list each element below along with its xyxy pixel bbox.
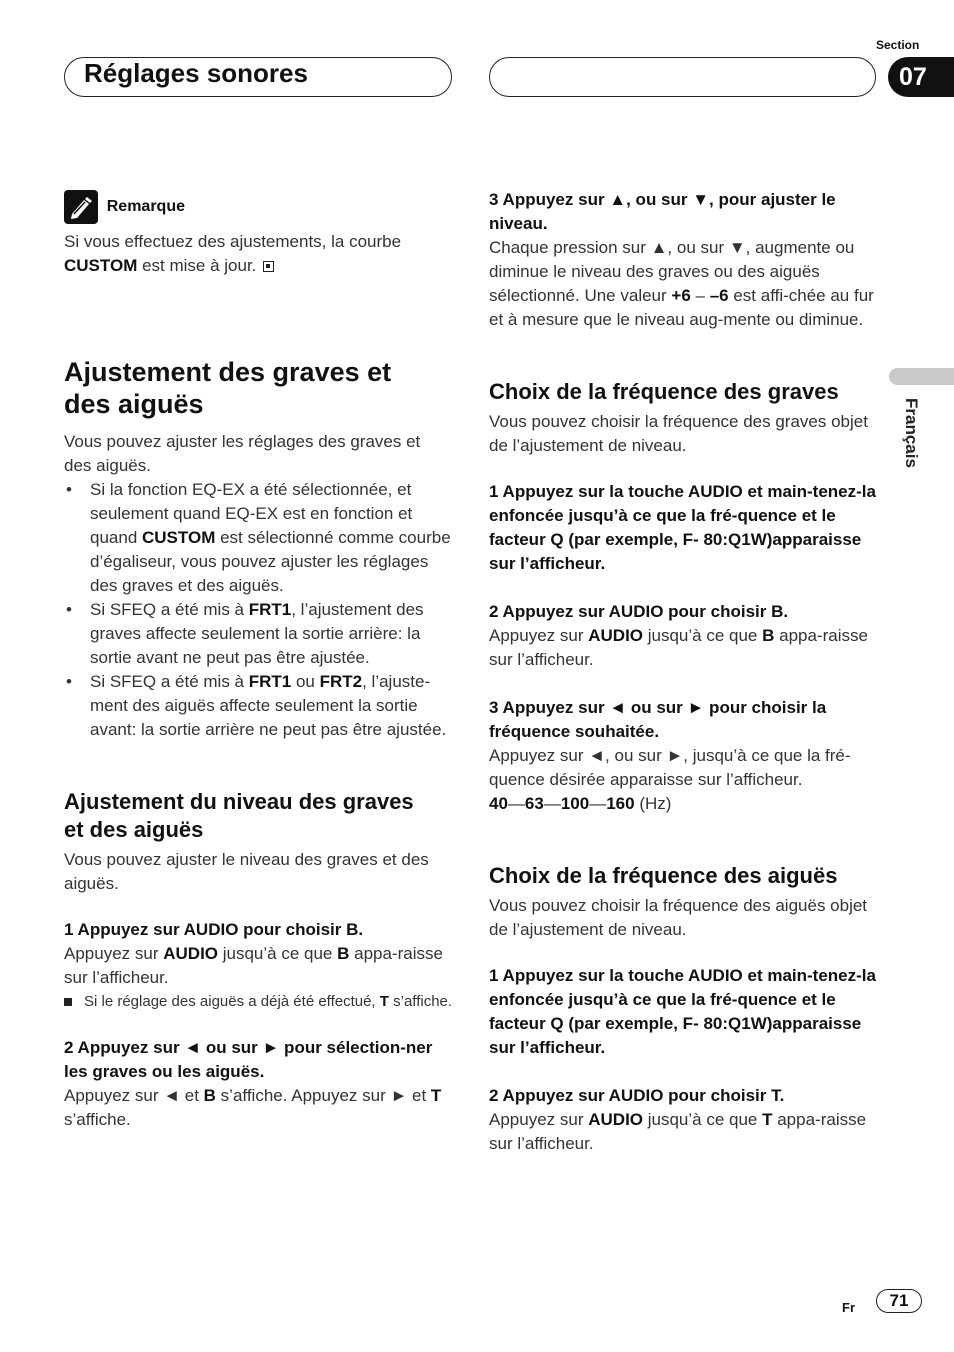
treble-step-1: 1 Appuyez sur la touche AUDIO et main-tenez-la enfoncée jusqu’à ce que la fré-quence et le facteur Q (par exemple, F- 80:Q1W)apparaisse sur l’afficheur.	[489, 966, 876, 1057]
bullet-list	[64, 478, 454, 742]
page-number: 71	[876, 1289, 922, 1313]
section-number: 07	[888, 57, 954, 97]
note-heading	[64, 190, 454, 226]
footer-language: Fr	[842, 1300, 855, 1315]
list-item: • Si SFEQ a été mis à FRT1 ou FRT2, l’ajuste-ment des aiguës affecte seulement la sortie avant: la sortie arrière ne peut pas être ajustée.	[64, 670, 454, 742]
step-2-title: 2 Appuyez sur ◄ ou sur ► pour sélection-ner les graves ou les aiguës.	[64, 1038, 433, 1081]
heading-bass-treble: Ajustement des graves et des aiguës	[64, 357, 392, 419]
page-title: Réglages sonores	[84, 58, 308, 88]
bass-intro: Vous pouvez choisir la fréquence des graves objet de l’ajustement de niveau.	[489, 412, 868, 455]
note-text: Si vous effectuez des ajustements, la courbe CUSTOM est mise à jour.	[64, 232, 402, 275]
heading-level-adjust: Ajustement du niveau des graves et des aiguës	[64, 789, 414, 842]
list-item: • Si la fonction EQ-EX a été sélectionnée, et seulement quand EQ-EX est en fonction et quand CUSTOM est sélectionné comme courbe d’égaliseur, vous pouvez ajuster les réglages des graves et des aiguës.	[64, 478, 454, 598]
heading-bass-frequency: Choix de la fréquence des graves	[489, 379, 839, 404]
frequency-values: 40—63—100—160 (Hz)	[489, 794, 672, 813]
step-1-text: Appuyez sur AUDIO jusqu’à ce que B appa-raisse sur l’afficheur.	[64, 944, 443, 987]
step-2-text: Appuyez sur ◄ et B s’affiche. Appuyez sur ► et T s’affiche.	[64, 1086, 442, 1129]
level-intro: Vous pouvez ajuster le niveau des graves et des aiguës.	[64, 850, 429, 893]
bass-step-2: 2 Appuyez sur AUDIO pour choisir B.	[489, 602, 789, 621]
header-empty-frame	[489, 57, 876, 97]
step-1-title: 1 Appuyez sur AUDIO pour choisir B.	[64, 920, 364, 939]
step-3-title: 3 Appuyez sur ▲, ou sur ▼, pour ajuster le niveau.	[489, 190, 836, 233]
bass-step-3-text: Appuyez sur ◄, ou sur ►, jusqu’à ce que la fré-quence désirée apparaisse sur l’afficheur.	[489, 746, 851, 789]
left-column	[64, 190, 454, 1132]
note-title: Remarque	[106, 198, 185, 215]
bass-step-2-text: Appuyez sur AUDIO jusqu’à ce que B appa-raisse sur l’afficheur.	[489, 626, 868, 669]
treble-intro: Vous pouvez choisir la fréquence des aiguës objet de l’ajustement de niveau.	[489, 896, 868, 939]
treble-step-2-text: Appuyez sur AUDIO jusqu’à ce que T appa-raisse sur l’afficheur.	[489, 1110, 867, 1153]
language-tab-label: Français	[902, 398, 921, 468]
end-mark-icon	[263, 261, 274, 272]
step-3-text: Chaque pression sur ▲, ou sur ▼, augmente ou diminue le niveau des graves ou des aiguës sélectionné. Une valeur +6 – –6 est affi-chée au fur et à mesure que le niveau aug-mente ou diminue.	[489, 238, 874, 329]
bass-step-1: 1 Appuyez sur la touche AUDIO et main-tenez-la enfoncée jusqu’à ce que la fré-quence et le facteur Q (par exemple, F- 80:Q1W)apparaisse sur l’afficheur.	[489, 482, 876, 573]
treble-step-2: 2 Appuyez sur AUDIO pour choisir T.	[489, 1086, 785, 1105]
square-bullet-icon	[64, 998, 72, 1006]
bass-step-3: 3 Appuyez sur ◄ ou sur ► pour choisir la fréquence souhaitée.	[489, 698, 827, 741]
section-label: Section	[876, 38, 920, 52]
pencil-note-icon	[64, 190, 98, 224]
list-item: • Si SFEQ a été mis à FRT1, l’ajustement des graves affecte seulement la sortie arrière: la sortie avant ne peut pas être ajustée.	[64, 598, 454, 670]
intro-text: Vous pouvez ajuster les réglages des graves et des aiguës.	[64, 432, 421, 475]
language-tab	[889, 368, 954, 385]
heading-treble-frequency: Choix de la fréquence des aiguës	[489, 863, 838, 888]
step-1-note: Si le réglage des aiguës a déjà été effectué, T s’affiche.	[64, 990, 454, 1014]
right-column	[489, 188, 879, 1156]
